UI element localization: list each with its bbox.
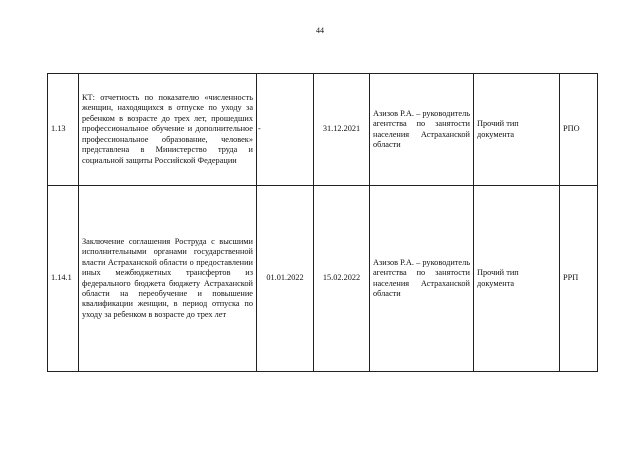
row-start-date: 01.01.2022 xyxy=(257,186,314,372)
table-row xyxy=(48,74,598,186)
row-level: РПО xyxy=(560,74,598,186)
row-start-date xyxy=(257,74,314,186)
row-end-date: 31.12.2021 xyxy=(314,74,370,186)
row-description: КТ: отчетность по показателю «численность женщин, находящихся в отпуске по уходу за ребенком в возрасте до трех лет, прошедших профессиональное обучение и дополнительное профессиональное образование, человек» представлена в Министерство труда и социальной защиты Российской Федерации xyxy=(79,74,257,186)
plan-table xyxy=(47,73,598,372)
row-level: РРП xyxy=(560,186,598,372)
row-number: 1.13 xyxy=(48,74,79,186)
start-date-value: - xyxy=(258,124,261,134)
row-number: 1.14.1 xyxy=(48,186,79,372)
table-row xyxy=(48,186,598,372)
page-number: 44 xyxy=(316,26,324,35)
row-doc-type: Прочий тип документа xyxy=(474,186,560,372)
row-responsible: Азизов Р.А. – руководитель агентства по занятости населения Астраханской области xyxy=(370,186,474,372)
row-responsible: Азизов Р.А. – руководитель агентства по занятости населения Астраханской области xyxy=(370,74,474,186)
row-description: Заключение соглашения Роструда с высшими исполнительными органами государственной власти Астраханской области о предоставлении иных межбюджетных трансфертов из федерального бюджета бюджету Астраханской области на переобучение и повышение квалификации женщин, в период отпуска по уходу за ребенком в возрасте до трех лет xyxy=(79,186,257,372)
row-doc-type: Прочий тип документа xyxy=(474,74,560,186)
row-end-date: 15.02.2022 xyxy=(314,186,370,372)
